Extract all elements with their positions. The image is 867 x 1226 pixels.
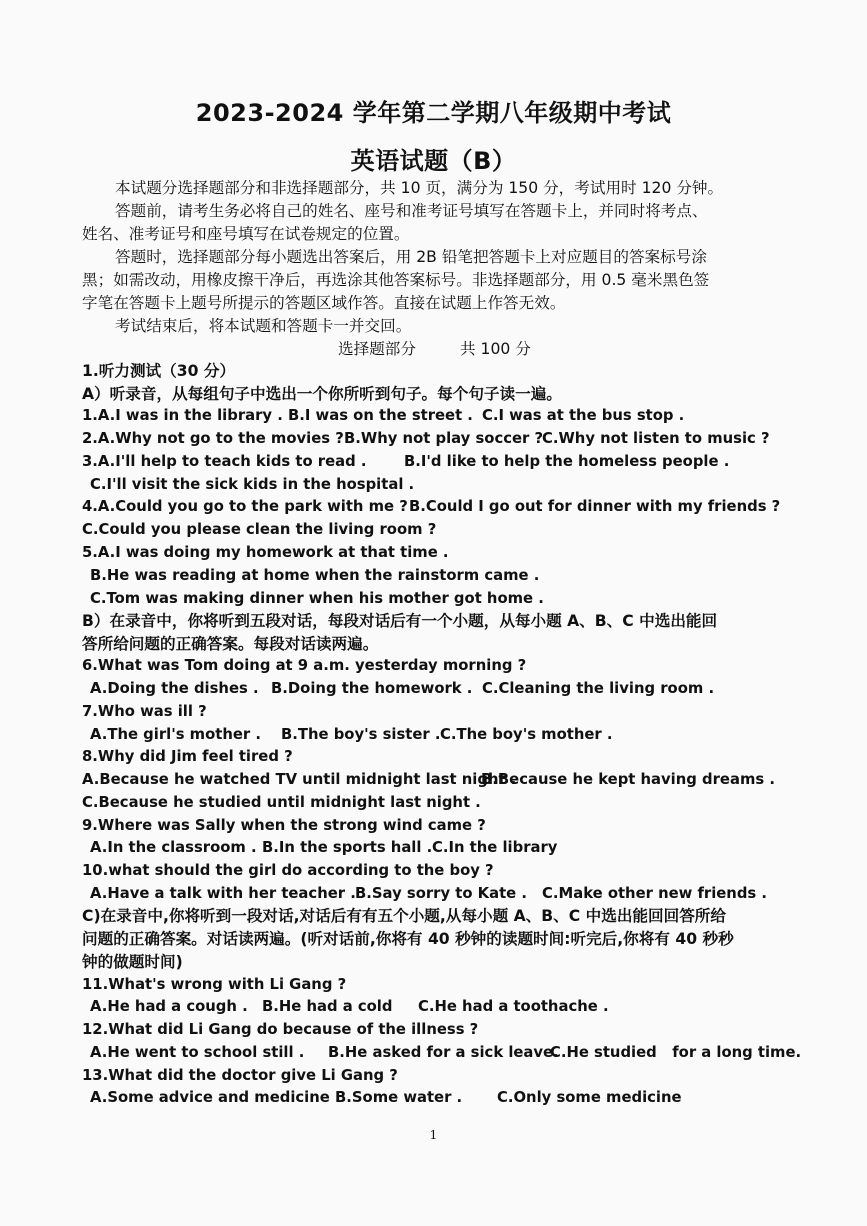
q6-option-a: A.Doing the dishes . — [90, 680, 259, 697]
q8-option-a: A.Because he watched TV until midnight last night . — [82, 771, 517, 788]
q11-option-b: B.He had a cold — [262, 998, 393, 1015]
q12-option-a: A.He went to school still . — [90, 1044, 305, 1061]
q12-question: 12.What did Li Gang do because of the illness ? — [82, 1021, 479, 1038]
q4-option-c: C.Could you please clean the living room ? — [82, 521, 437, 538]
q3-option-a: 3.A.I'll help to teach kids to read . — [82, 453, 367, 470]
q13-option-a: A.Some advice and medicine . — [90, 1089, 341, 1106]
instruction-line: 字笔在答题卡上题号所提示的答题区域作答。直接在试题上作答无效。 — [82, 294, 566, 312]
q10-option-a: A.Have a talk with her teacher . — [90, 885, 356, 902]
section-header-score: 共 100 分 — [460, 340, 531, 358]
q1-option-a: 1.A.I was in the library . — [82, 407, 283, 424]
q2-option-a: 2.A.Why not go to the movies ? — [82, 430, 344, 447]
q9-option-a: A.In the classroom . — [90, 839, 257, 856]
instruction-line: 黑；如需改动，用橡皮擦干净后，再选涂其他答案标号。非选择题部分，用 0.5 毫米黑色签 — [82, 271, 710, 289]
q1-option-b: B.I was on the street . — [288, 407, 473, 424]
partB-title-line: 答所给问题的正确答案。每段对话读两遍。 — [82, 635, 379, 653]
q8-question: 8.Why did Jim feel tired ? — [82, 748, 293, 765]
page-number: 1 — [429, 1128, 438, 1142]
q4-option-b: B.Could I go out for dinner with my friends ? — [409, 498, 781, 515]
q4-option-a: 4.A.Could you go to the park with me ? — [82, 498, 408, 515]
q10-option-b: B.Say sorry to Kate . — [355, 885, 527, 902]
q13-question: 13.What did the doctor give Li Gang ? — [82, 1067, 398, 1084]
q13-option-b: B.Some water . — [335, 1089, 463, 1106]
partC-title-line: 钟的做题时间) — [82, 953, 183, 971]
q1-option-c: C.I was at the bus stop . — [482, 407, 685, 424]
q12-option-b: B.He asked for a sick leave. — [328, 1044, 559, 1061]
q7-question: 7.Who was ill ? — [82, 703, 207, 720]
q5-option-c: C.Tom was making dinner when his mother got home . — [90, 590, 544, 607]
q7-option-c: C.The boy's mother . — [440, 726, 613, 743]
partC-title-line: C)在录音中,你将听到一段对话,对话后有有五个小题,从每小题 A、B、C 中选出能回回答所给 — [82, 907, 726, 925]
q6-question: 6.What was Tom doing at 9 a.m. yesterday morning ? — [82, 657, 527, 674]
q6-option-b: B.Doing the homework . — [271, 680, 473, 697]
q8-option-c: C.Because he studied until midnight last night . — [82, 794, 481, 811]
instruction-line: 本试题分选择题部分和非选择题部分，共 10 页，满分为 150 分，考试用时 120 分钟。 — [115, 179, 724, 197]
exam-subtitle: 英语试题（B） — [350, 147, 517, 175]
partB-title-line: B）在录音中，你将听到五段对话，每段对话后有一个小题，从每小题 A、B、C 中选出能回 — [82, 612, 718, 630]
q13-option-c: C.Only some medicine — [497, 1089, 682, 1106]
instruction-line: 姓名、准考证号和座号填写在试卷规定的位置。 — [82, 225, 410, 243]
q11-question: 11.What's wrong with Li Gang ? — [82, 976, 347, 993]
section-header-label: 选择题部分 — [338, 340, 416, 358]
part1-title: 1.听力测试（30 分） — [82, 362, 236, 380]
q3-option-c: C.I'll visit the sick kids in the hospital . — [90, 476, 415, 493]
q7-option-b: B.The boy's sister . — [281, 726, 441, 743]
q12-option-c: C.He studied for a long time. — [550, 1044, 802, 1061]
instruction-line: 考试结束后，将本试题和答题卡一并交回。 — [115, 317, 412, 335]
q2-option-c: C.Why not listen to music ? — [542, 430, 770, 447]
instruction-line: 答题时，选择题部分每小题选出答案后，用 2B 铅笔把答题卡上对应题目的答案标号涂 — [115, 248, 707, 266]
q3-option-b: B.I'd like to help the homeless people . — [404, 453, 730, 470]
exam-title: 2023-2024 学年第二学期八年级期中考试 — [195, 99, 672, 127]
partA-title: A）听录音，从每组句子中选出一个你所听到句子。每个句子读一遍。 — [82, 385, 562, 403]
q5-option-a: 5.A.I was doing my homework at that time . — [82, 544, 449, 561]
q7-option-a: A.The girl's mother . — [90, 726, 261, 743]
q8-option-b: B.Because he kept having dreams . — [481, 771, 775, 788]
q6-option-c: C.Cleaning the living room . — [482, 680, 715, 697]
q10-option-c: C.Make other new friends . — [542, 885, 768, 902]
q9-question: 9.Where was Sally when the strong wind came ? — [82, 817, 486, 834]
q5-option-b: B.He was reading at home when the rainstorm came . — [90, 567, 540, 584]
instruction-line: 答题前，请考生务必将自己的姓名、座号和准考证号填写在答题卡上，并同时将考点、 — [115, 202, 708, 220]
q11-option-c: C.He had a toothache . — [418, 998, 609, 1015]
q9-option-c: C.In the library — [432, 839, 558, 856]
partC-title-line: 问题的正确答案。对话读两遍。(听对话前,你将有 40 秒钟的读题时间:听完后,你将有 40 秒秒 — [82, 930, 734, 948]
q9-option-b: B.In the sports hall . — [262, 839, 433, 856]
q11-option-a: A.He had a cough . — [90, 998, 248, 1015]
q10-question: 10.what should the girl do according to the boy ? — [82, 862, 494, 879]
q2-option-b: B.Why not play soccer ? — [344, 430, 544, 447]
